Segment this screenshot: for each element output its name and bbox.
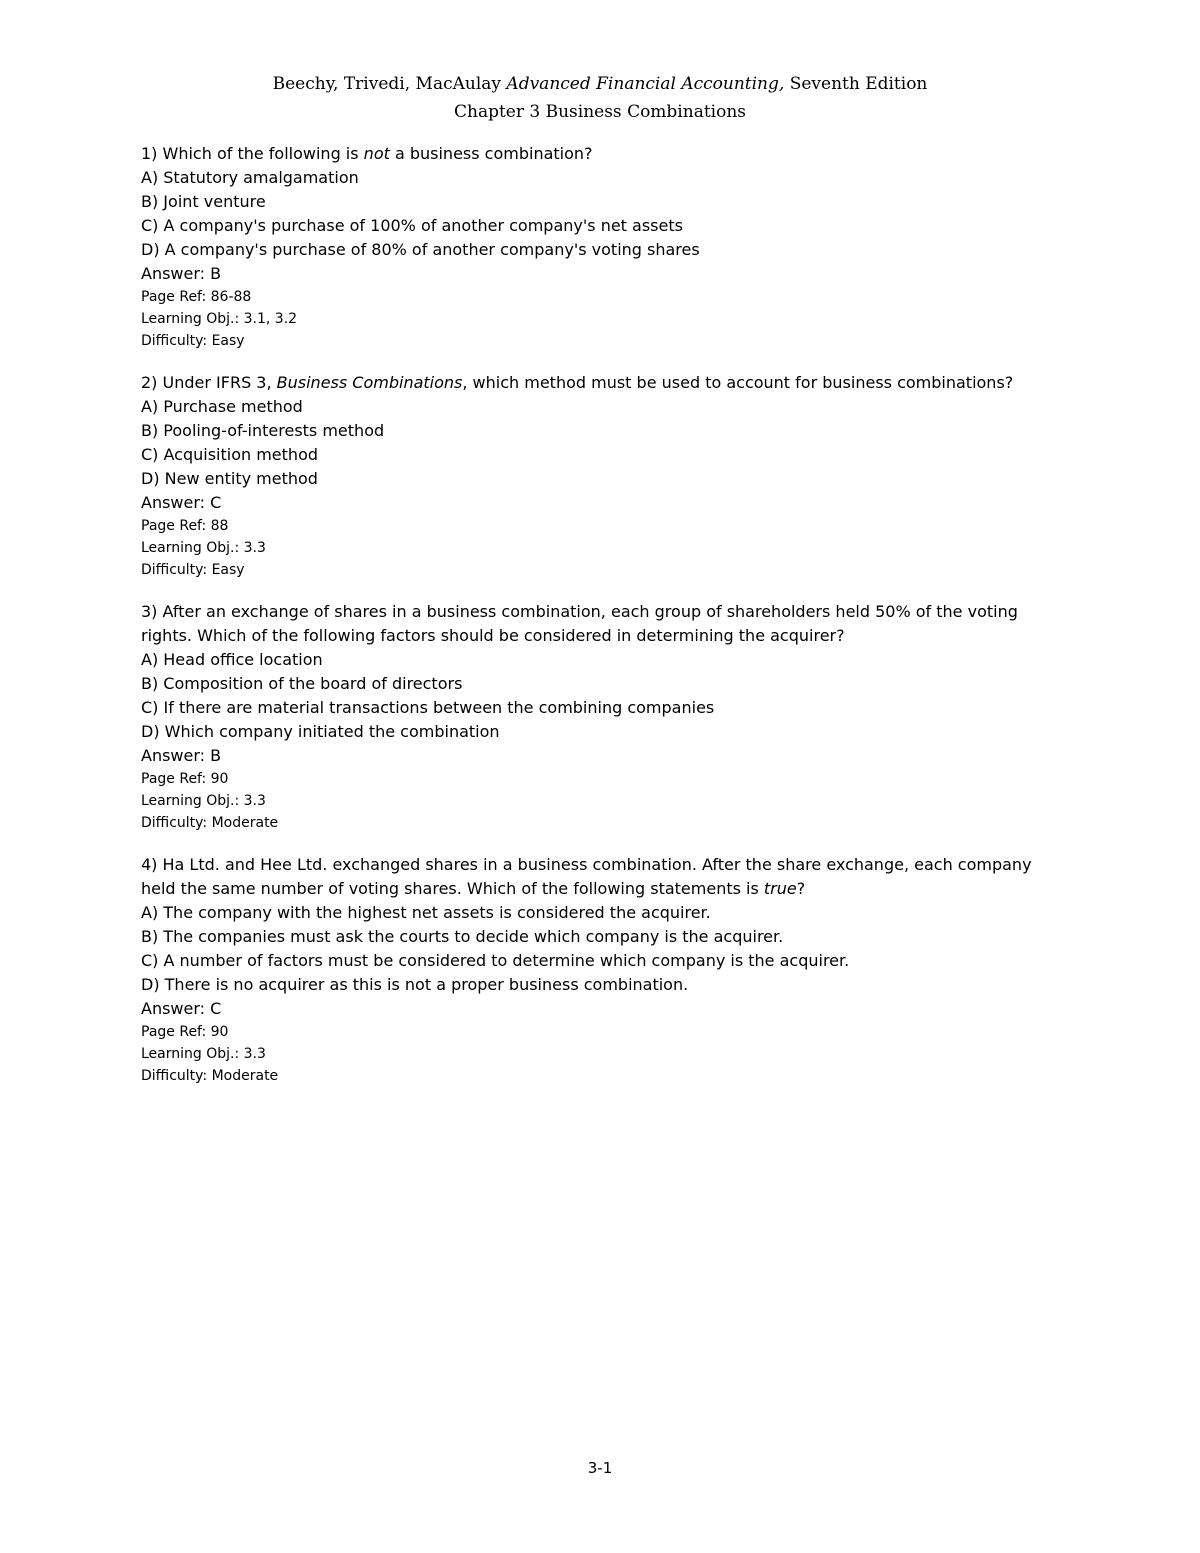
- stem-text: 4) Ha Ltd. and Hee Ltd. exchanged shares in a business combination. After the share exchange, each company held the same number of voting shares. Which of the following statements is: [141, 855, 1032, 898]
- stem-text: 3) After an exchange of shares in a business combination, each group of shareholders held 50% of the voting rights. Which of the following factors should be considered in determining the acquirer?: [141, 602, 1018, 645]
- option-a: A) The company with the highest net assets is considered the acquirer.: [141, 903, 711, 922]
- option-d: D) New entity method: [141, 469, 318, 488]
- learning-obj: Learning Obj.: 3.3: [141, 793, 266, 809]
- page-ref: Page Ref: 90: [141, 771, 229, 787]
- learning-obj: Learning Obj.: 3.1, 3.2: [141, 311, 298, 327]
- question-3: [141, 600, 1071, 834]
- option-c: C) Acquisition method: [141, 445, 319, 464]
- stem-text-end: , which method must be used to account for business combinations?: [462, 373, 1014, 392]
- stem-emphasis: Business Combinations: [276, 373, 463, 392]
- answer: Answer: C: [141, 999, 222, 1018]
- question-1: [141, 142, 1071, 352]
- learning-obj: Learning Obj.: 3.3: [141, 1046, 266, 1062]
- question-stem: [141, 853, 1071, 901]
- stem-text-end: ?: [796, 879, 806, 898]
- option-b: B) Joint venture: [141, 192, 266, 211]
- option-d: D) Which company initiated the combination: [141, 722, 500, 741]
- question-2: [141, 371, 1071, 581]
- answer: Answer: C: [141, 493, 222, 512]
- book-citation: [0, 70, 1200, 98]
- learning-obj: Learning Obj.: 3.3: [141, 540, 266, 556]
- difficulty: Difficulty: Easy: [141, 562, 245, 578]
- question-list: [141, 142, 1071, 1106]
- page-ref: Page Ref: 88: [141, 518, 229, 534]
- document-header: [0, 70, 1200, 126]
- option-d: D) A company's purchase of 80% of another company's voting shares: [141, 240, 700, 259]
- option-a: A) Purchase method: [141, 397, 303, 416]
- stem-emphasis: true: [763, 879, 797, 898]
- citation-title: Advanced Financial Accounting,: [506, 74, 785, 94]
- stem-text-end: a business combination?: [389, 144, 593, 163]
- chapter-title: Chapter 3 Business Combinations: [453, 102, 747, 122]
- answer: Answer: B: [141, 264, 222, 283]
- question-4: [141, 853, 1071, 1087]
- option-d: D) There is no acquirer as this is not a proper business combination.: [141, 975, 689, 994]
- option-c: C) A company's purchase of 100% of another company's net assets: [141, 216, 683, 235]
- option-b: B) Pooling-of-interests method: [141, 421, 385, 440]
- question-stem: [141, 142, 1071, 166]
- difficulty: Difficulty: Easy: [141, 333, 245, 349]
- page-ref: Page Ref: 90: [141, 1024, 229, 1040]
- option-c: C) A number of factors must be considered to determine which company is the acquirer.: [141, 951, 850, 970]
- page-ref: Page Ref: 86-88: [141, 289, 252, 305]
- answer: Answer: B: [141, 746, 222, 765]
- question-stem: [141, 600, 1071, 648]
- question-stem: [141, 371, 1071, 395]
- stem-emphasis: not: [363, 144, 390, 163]
- difficulty: Difficulty: Moderate: [141, 815, 279, 831]
- option-a: A) Head office location: [141, 650, 323, 669]
- citation-edition: Seventh Edition: [784, 74, 928, 94]
- stem-text: 2) Under IFRS 3,: [141, 373, 277, 392]
- option-b: B) Composition of the board of directors: [141, 674, 463, 693]
- option-a: A) Statutory amalgamation: [141, 168, 359, 187]
- stem-text: 1) Which of the following is: [141, 144, 364, 163]
- difficulty: Difficulty: Moderate: [141, 1068, 279, 1084]
- citation-authors: Beechy, Trivedi, MacAulay: [272, 74, 507, 94]
- option-b: B) The companies must ask the courts to decide which company is the acquirer.: [141, 927, 784, 946]
- page-number: 3-1: [587, 1459, 613, 1477]
- option-c: C) If there are material transactions between the combining companies: [141, 698, 715, 717]
